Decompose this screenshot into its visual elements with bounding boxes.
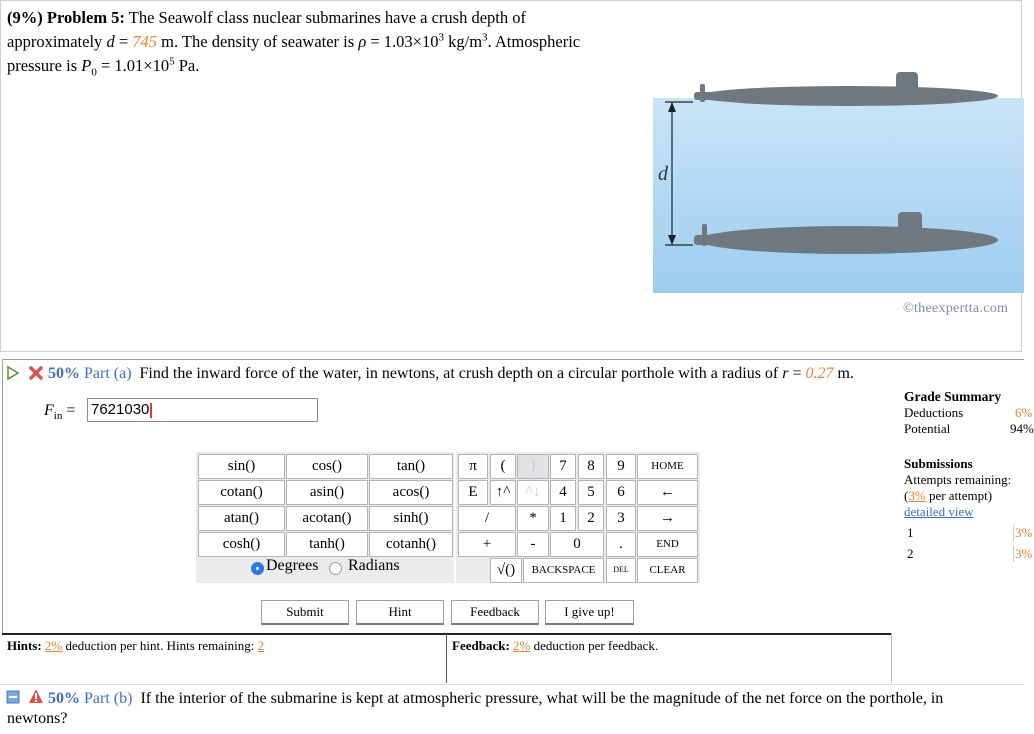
collapse-triangle-icon[interactable]: [6, 366, 20, 380]
sqrt-button[interactable]: √(): [490, 558, 522, 583]
key-1-button[interactable]: 1: [550, 506, 576, 531]
key-4-button[interactable]: 4: [550, 480, 576, 505]
deductions-value: 6%: [1015, 405, 1033, 420]
p0-unit: Pa.: [174, 56, 200, 75]
r-value: 0.27: [805, 365, 834, 382]
degrees-radio[interactable]: [251, 562, 264, 575]
part-a-pct: 50%: [48, 365, 80, 382]
part-b-question-1: If the interior of the submarine is kept at atmospheric pressure, what will be the magnitude of the net force on the porthole, in: [140, 690, 944, 707]
part-a-label: Part (a): [84, 365, 132, 382]
hints-text: deduction per hint. Hints remaining:: [62, 638, 255, 653]
clear-button[interactable]: CLEAR: [637, 558, 698, 583]
answer-label-sub: in: [53, 410, 63, 423]
superscript-down-button[interactable]: ^↓: [517, 480, 549, 505]
pi-button[interactable]: π: [458, 454, 488, 479]
part-a-heading: [48, 365, 854, 383]
per-attempt-pct: 3%: [908, 488, 926, 503]
key-2-button[interactable]: 2: [578, 506, 604, 531]
incorrect-x-icon: [28, 365, 44, 381]
rho-unit: kg/m: [443, 32, 483, 51]
submission-row-1-val: 3%: [1015, 525, 1033, 540]
hints-divider: [446, 633, 447, 683]
feedback-button[interactable]: Feedback: [451, 600, 539, 625]
multiply-button[interactable]: *: [517, 506, 549, 531]
cursor-left-button[interactable]: ←: [637, 480, 698, 505]
acos-button[interactable]: acos(): [369, 480, 453, 505]
part-b-label: Part (b): [84, 690, 133, 707]
problem-statement: [7, 6, 647, 78]
feedback-label: Feedback:: [452, 638, 510, 653]
p0-subscript: 0: [91, 66, 97, 79]
decimal-button[interactable]: .: [606, 532, 636, 557]
cursor-right-button[interactable]: →: [637, 506, 698, 531]
e-button[interactable]: E: [458, 480, 488, 505]
d-variable: d: [106, 32, 115, 51]
problem-text-3a: pressure is: [7, 56, 78, 75]
per-attempt-text: per attempt): [925, 488, 993, 503]
potential-value: 94%: [1010, 421, 1034, 436]
sinh-button[interactable]: sinh(): [369, 506, 453, 531]
cotan-button[interactable]: cotan(): [198, 480, 285, 505]
problem-text-2c: . Atmospheric: [487, 32, 581, 51]
radians-radio[interactable]: [329, 562, 342, 575]
answer-label-eq: =: [62, 402, 76, 419]
divide-button[interactable]: /: [458, 506, 516, 531]
give-up-button[interactable]: I give up!: [545, 600, 634, 625]
minus-button[interactable]: -: [517, 532, 549, 557]
problem-pct: (9%): [7, 8, 43, 27]
expand-icon[interactable]: [6, 690, 20, 704]
r-variable: r: [782, 365, 789, 382]
atan-button[interactable]: atan(): [198, 506, 285, 531]
feedback-info: [452, 638, 658, 654]
key-5-button[interactable]: 5: [578, 480, 604, 505]
answer-label: [44, 402, 76, 423]
hints-remaining: 2: [257, 638, 265, 653]
answer-input[interactable]: [87, 398, 318, 422]
part-b-question-2: newtons?: [7, 710, 68, 727]
cotanh-button[interactable]: cotanh(): [369, 532, 453, 557]
sin-button[interactable]: sin(): [198, 454, 285, 479]
rho-exponent: 3: [438, 31, 444, 44]
part-a-question: Find the inward force of the water, in newtons, at crush depth on a circular porthole with a radius of: [139, 365, 779, 382]
deductions-label: Deductions: [904, 405, 964, 420]
acotan-button[interactable]: acotan(): [286, 506, 368, 531]
p0-value: = 1.01×10: [96, 56, 170, 75]
answer-label-var: F: [44, 402, 54, 419]
submissions-panel: Submissions Attempts remaining: (3% per attempt) detailed view: [904, 456, 1024, 520]
p0-exponent: 5: [169, 55, 175, 68]
problem-text-1: The Seawolf class nuclear submarines have a crush depth of: [128, 8, 526, 27]
end-button[interactable]: END: [637, 532, 698, 557]
submission-row-2-num: 2: [907, 546, 914, 561]
part-b-heading: [48, 688, 1020, 710]
feedback-text: deduction per feedback.: [530, 638, 659, 653]
superscript-up-button[interactable]: ↑^: [490, 480, 516, 505]
submission-row-1-num: 1: [907, 525, 914, 540]
degrees-label: Degrees: [266, 557, 319, 574]
key-8-button[interactable]: 8: [578, 454, 604, 479]
d-value: 745: [132, 32, 157, 51]
right-paren-button[interactable]: ): [517, 454, 549, 479]
attempts-remaining-label: Attempts remaining:: [904, 472, 1012, 487]
submission-row-2-val: 3%: [1015, 546, 1033, 561]
left-paren-button[interactable]: (: [490, 454, 516, 479]
backspace-button[interactable]: BACKSPACE: [523, 558, 604, 583]
submarine-illustration: [648, 62, 1024, 317]
text-caret: [150, 403, 152, 418]
r-eq: =: [788, 365, 806, 382]
grade-summary-title: Grade Summary: [904, 389, 1002, 404]
key-6-button[interactable]: 6: [606, 480, 636, 505]
tan-button[interactable]: tan(): [369, 454, 453, 479]
rho-value: = 1.03×10: [366, 32, 439, 51]
hints-info: [7, 638, 264, 654]
r-unit: m.: [833, 365, 854, 382]
problem-label: Problem 5:: [46, 8, 125, 27]
cosh-button[interactable]: cosh(): [198, 532, 285, 557]
problem-text-2b: m. The density of seawater is: [157, 32, 355, 51]
problem-text-2a: approximately: [7, 32, 103, 51]
submissions-title: Submissions: [904, 456, 973, 471]
plus-button[interactable]: +: [458, 532, 516, 557]
home-button[interactable]: HOME: [637, 454, 698, 479]
key-3-button[interactable]: 3: [606, 506, 636, 531]
hint-button[interactable]: Hint: [356, 600, 444, 625]
depth-label: d: [658, 163, 668, 185]
radians-label: Radians: [348, 557, 400, 574]
answer-input-value: 7621030: [91, 401, 150, 418]
feedback-pct: 2%: [513, 638, 531, 653]
copyright-text: ©theexpertta.com: [903, 301, 1009, 316]
rho-unit-exponent: 3: [482, 31, 488, 44]
grade-summary: [904, 389, 1001, 437]
p0-variable: P: [81, 56, 92, 75]
hints-pct: 2%: [44, 638, 63, 653]
warning-icon: [28, 688, 44, 704]
part-b-pct: 50%: [48, 690, 80, 707]
key-9-button[interactable]: 9: [606, 454, 636, 479]
cos-button[interactable]: cos(): [286, 454, 368, 479]
asin-button[interactable]: asin(): [286, 480, 368, 505]
key-7-button[interactable]: 7: [550, 454, 576, 479]
rho-variable: ρ: [358, 32, 367, 51]
d-eq: =: [114, 32, 133, 51]
delete-button[interactable]: DEL: [606, 558, 636, 583]
panel-divider: [891, 633, 892, 683]
detailed-view-link[interactable]: detailed view: [904, 504, 974, 519]
potential-label: Potential: [904, 421, 951, 436]
hints-label: Hints:: [7, 638, 42, 653]
key-0-button[interactable]: 0: [550, 532, 604, 557]
surface-submarine-icon: [694, 72, 998, 106]
submit-button[interactable]: Submit: [261, 600, 349, 625]
tanh-button[interactable]: tanh(): [286, 532, 368, 557]
